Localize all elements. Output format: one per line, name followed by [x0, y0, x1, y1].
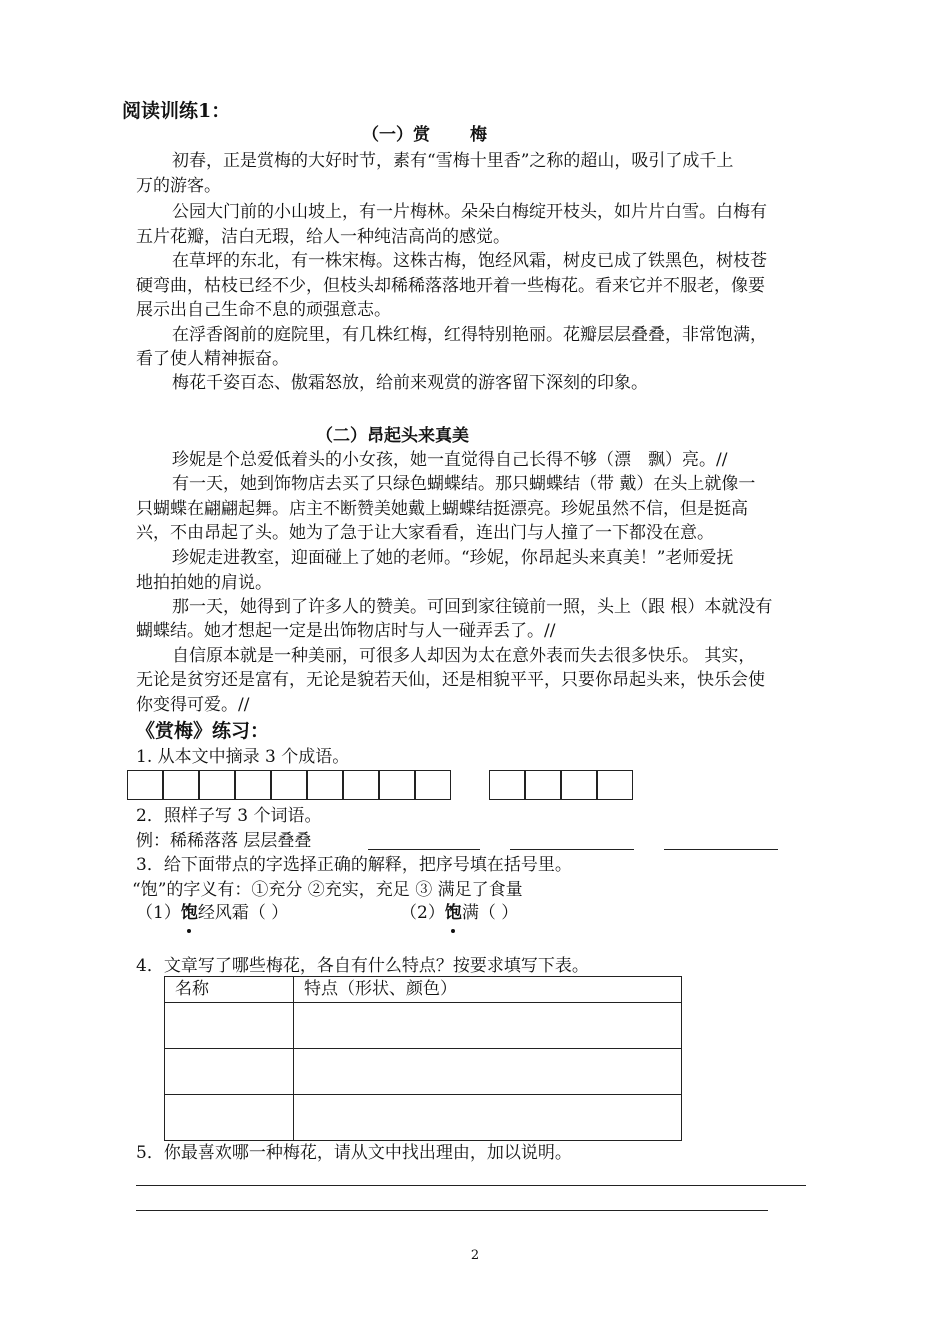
passage2-line: 有一天，她到饰物店去买了只绿色蝴蝶结。那只蝴蝶结（带 戴）在头上就像一	[172, 474, 756, 494]
passage1-title-right: 梅	[470, 125, 487, 145]
answer-box[interactable]	[561, 770, 597, 800]
question-1: 1. 从本文中摘录 3 个成语。	[136, 747, 350, 767]
passage2-line: 只蝴蝶在翩翩起舞。店主不断赞美她戴上蝴蝶结挺漂亮。珍妮虽然不信，但是挺高	[136, 499, 748, 519]
page-number: 2	[470, 1248, 480, 1263]
item-number: （2）	[400, 903, 445, 923]
item-text: 经风霜（ ）	[197, 903, 289, 923]
passage1-line: 硬弯曲，枯枝已经不少，但枝头却稀稀落落地开着一些梅花。看来它并不服老，像要	[136, 276, 765, 296]
table-cell[interactable]	[294, 1003, 682, 1049]
exercises-title: 《赏梅》练习：	[136, 720, 270, 742]
question-3-item-1	[136, 900, 288, 926]
question-3: 3．给下面带点的字选择正确的解释，把序号填在括号里。	[136, 855, 572, 875]
answer-blank[interactable]	[368, 849, 480, 850]
dotted-character: 饱	[181, 900, 198, 926]
passage2-line: 你变得可爱。//	[136, 695, 250, 715]
answer-box[interactable]	[597, 770, 633, 800]
table-header-row	[165, 977, 682, 1003]
passage2-line: 兴，不由昂起了头。她为了急于让大家看看，连出门与人撞了一下都没在意。	[136, 523, 714, 543]
answer-line[interactable]	[136, 1210, 768, 1211]
passage2-line: 珍妮走进教室，迎面碰上了她的老师。“珍妮，你昂起头来真美！”老师爱抚	[172, 548, 734, 568]
passage1-title-left: （一）赏	[362, 125, 430, 145]
table-header-name: 名称	[165, 977, 294, 1003]
answer-box[interactable]	[127, 770, 163, 800]
item-number: （1）	[136, 903, 181, 923]
table-cell[interactable]	[165, 1049, 294, 1095]
table-cell[interactable]	[165, 1095, 294, 1141]
passage2-line: 那一天，她得到了许多人的赞美。可回到家往镜前一照，头上（跟 根）本就没有	[172, 597, 773, 617]
answer-box[interactable]	[379, 770, 415, 800]
table-row	[165, 1095, 682, 1141]
question-5: 5．你最喜欢哪一种梅花，请从文中找出理由，加以说明。	[136, 1143, 572, 1163]
passage1-line: 万的游客。	[136, 176, 221, 196]
question-4: 4．文章写了哪些梅花，各自有什么特点？按要求填写下表。	[136, 956, 589, 976]
answer-box[interactable]	[307, 770, 343, 800]
item-text: 满（ ）	[461, 903, 519, 923]
passage2-line: 自信原本就是一种美丽，可很多人却因为太在意外表而失去很多快乐。 其实，	[172, 646, 756, 666]
passage1-line: 公园大门前的小山坡上，有一片梅林。朵朵白梅绽开枝头，如片片白雪。白梅有	[172, 202, 767, 222]
passage1-line: 初春，正是赏梅的大好时节，素有“雪梅十里香”之称的超山，吸引了成千上	[172, 151, 734, 171]
answer-box[interactable]	[343, 770, 379, 800]
plum-features-table	[164, 976, 682, 1141]
table-cell[interactable]	[294, 1095, 682, 1141]
answer-line[interactable]	[136, 1185, 806, 1186]
passage1-line: 五片花瓣，洁白无瑕，给人一种纯洁高尚的感觉。	[136, 227, 510, 247]
passage1-line: 在草坪的东北，有一株宋梅。这株古梅，饱经风霜，树皮已成了铁黑色，树枝苍	[172, 251, 767, 271]
answer-box[interactable]	[235, 770, 271, 800]
passage1-line: 看了使人精神振奋。	[136, 349, 289, 369]
question-3-meanings: “饱”的字义有：①充分 ②充实，充足 ③ 满足了食量	[132, 880, 523, 900]
answer-box[interactable]	[415, 770, 451, 800]
question-2: 2．照样子写 3 个词语。	[136, 806, 322, 826]
table-header-features: 特点（形状、颜色）	[294, 977, 682, 1003]
answer-blank[interactable]	[510, 849, 634, 850]
question-3-item-2	[400, 900, 518, 926]
passage2-line: 无论是贫穷还是富有，无论是貌若天仙，还是相貌平平，只要你昂起头来，快乐会使	[136, 670, 765, 690]
answer-box[interactable]	[199, 770, 235, 800]
passage2-title: （二）昂起头来真美	[316, 426, 469, 446]
answer-box[interactable]	[525, 770, 561, 800]
worksheet-heading: 阅读训练1：	[122, 100, 231, 122]
table-row	[165, 1049, 682, 1095]
passage2-line: 蝴蝶结。她才想起一定是出饰物店时与人一碰弄丢了。//	[136, 621, 556, 641]
dotted-character: 饱	[445, 900, 462, 926]
passage1-title	[362, 122, 487, 148]
passage1-line: 展示出自己生命不息的顽强意志。	[136, 300, 391, 320]
table-row	[165, 1003, 682, 1049]
table-cell[interactable]	[294, 1049, 682, 1095]
question-2-example: 例：稀稀落落 层层叠叠	[136, 831, 312, 851]
passage1-line: 梅花千姿百态、傲霜怒放，给前来观赏的游客留下深刻的印象。	[172, 373, 648, 393]
answer-box[interactable]	[489, 770, 525, 800]
passage2-line: 珍妮是个总爱低着头的小女孩，她一直觉得自己长得不够（漂 飘）亮。//	[172, 450, 728, 470]
answer-blank[interactable]	[664, 849, 778, 850]
passage2-line: 地拍拍她的肩说。	[136, 573, 272, 593]
answer-box[interactable]	[163, 770, 199, 800]
table-cell[interactable]	[165, 1003, 294, 1049]
passage1-line: 在浮香阁前的庭院里，有几株红梅，红得特别艳丽。花瓣层层叠叠，非常饱满，	[172, 325, 767, 345]
answer-box[interactable]	[271, 770, 307, 800]
